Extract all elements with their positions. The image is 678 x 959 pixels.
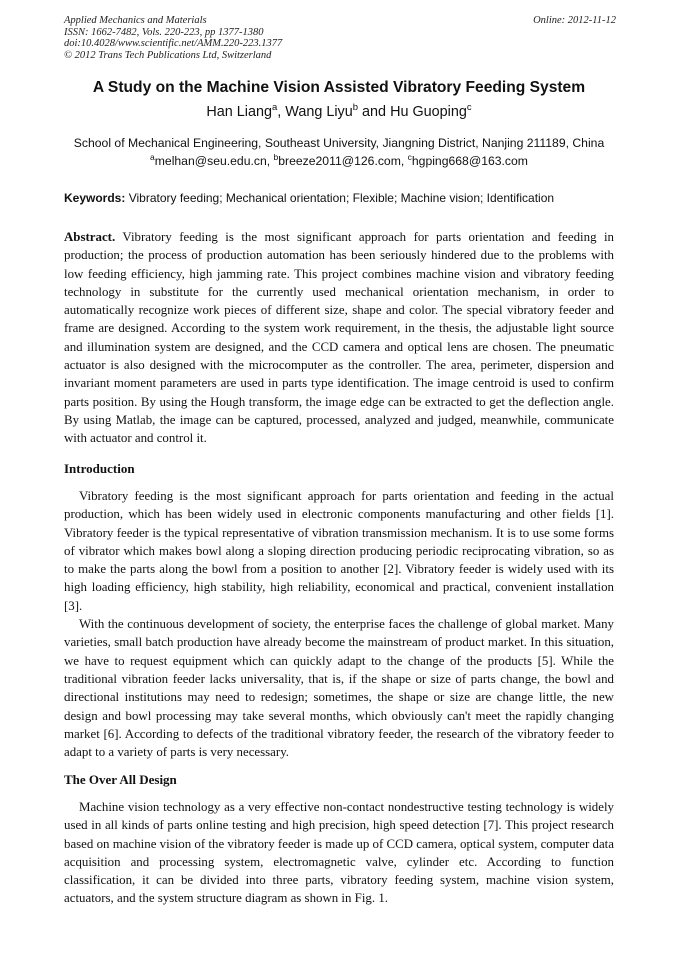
- keywords-text: Vibratory feeding; Mechanical orientation; Flexible; Machine vision; Identification: [128, 191, 555, 205]
- author-name: Hu Guoping: [390, 104, 467, 120]
- author-separator: ,: [277, 104, 286, 120]
- email-address[interactable]: hgping668@163.com: [411, 153, 528, 168]
- introduction-body: [64, 487, 614, 761]
- running-header: [64, 15, 616, 61]
- author-name: Wang Liyu: [285, 104, 353, 120]
- body-paragraph: Vibratory feeding is the most significant approach for parts orientation and feeding in the actual production, which has been widely used in electronic components manufacturing and other fields [1]. Vibratory feeder is the typical representative of vibration transmission mechanism. It is to use some forms of vibrator which makes bowl along a sloping direction producing periodic reciprocating vibration, so as to make the parts along the bowl from a position to another [2]. Vibratory feeder is widely used with its high loading efficiency, high stability, high reliability, economical and practical, convenient installation [3].: [64, 489, 614, 613]
- keywords-label: Keywords:: [64, 191, 126, 205]
- email-mark: a: [150, 151, 155, 162]
- email-mark: b: [273, 151, 279, 162]
- online-date: Online: 2012-11-12: [533, 15, 616, 26]
- abstract-text: Vibratory feeding is the most significant approach for parts orientation and feeding in production; the process of production automation has been seriously hindered due to the problems with low feeding efficiency, high jamming rate. This project combines machine vision and vibratory feeding technology in substitute for the currently used mechanical orientation mechanism, in order to automatically recognize work pieces of different size, shape and color. The special vibratory feeder and frame are designed. According to the system work requirement, in the thesis, the adjustable light source and illumination system are designed, and the CCD camera and optical lens are chosen. The pneumatic actuator is also designed with the microcomputer as the controller. The area, perimeter, dispersion and invariant moment parameters are used in parts type identification. The image centroid is used to confirm parts position. By using the Hough transform, the image edge can be extracted to get the deflection angle. By using Matlab, the image can be captured, processed, analyzed and judged, meanwhile, communicate with actuator and control it.: [64, 230, 614, 446]
- author-affil-mark: b: [352, 102, 359, 113]
- issn-line: ISSN: 1662-7482, Vols. 220-223, pp 1377-1380: [64, 26, 264, 38]
- abstract-paragraph: [64, 228, 614, 448]
- overall-design-body: [64, 798, 614, 908]
- body-paragraph: Machine vision technology as a very effective non-contact nondestructive testing technology is widely used in all kinds of parts online testing and high precision, high speed detection [7]. This project research based on machine vision of the vibratory feeder is made up of CCD camera, optical system, computer data acquisition and processing system, electromagnetic valve, cylinder etc. According to function classification, it can be divided into three parts, vibratory feeding system, machine vision system, actuators, and the system structure diagram as shown in Fig. 1.: [64, 800, 614, 906]
- email-separator: ,: [266, 153, 274, 168]
- affiliation: School of Mechanical Engineering, Southeast University, Jiangning District, Nanjing 211189, China: [73, 136, 605, 150]
- author-affil-mark: c: [466, 102, 472, 113]
- abstract-block: [64, 228, 614, 448]
- email-separator: ,: [400, 153, 408, 168]
- doi-line[interactable]: doi:10.4028/www.scientific.net/AMM.220-223.1377: [64, 38, 283, 49]
- author-conjunction: and: [358, 104, 391, 120]
- section-heading-overall-design: The Over All Design: [64, 772, 177, 787]
- author-affil-mark: a: [271, 102, 278, 113]
- author-list: [0, 104, 678, 120]
- email-address[interactable]: melhan@seu.edu.cn: [154, 153, 267, 168]
- keywords-line: [64, 191, 624, 205]
- section-heading-introduction: Introduction: [64, 461, 135, 476]
- email-address[interactable]: breeze2011@126.com: [278, 153, 401, 168]
- email-mark: c: [407, 151, 412, 162]
- body-paragraph: With the continuous development of society, the enterprise faces the challenge of global market. Many varieties, small batch production have already become the mainstream of product market. In this situation, we have to request equipment which can quickly adapt to the change of the products [5]. While the traditional vibration feeder lacks universality, that is, if the shape or size of parts change, the bowl and directional institutions may need to redesign; sometimes, the shape or size are change little, the new design and bowl processing may take several months, which obviously can't meet the rapidly changing market [6]. According to defects of the traditional vibratory feeder, the research of the vibratory feeder to adapt to a variety of parts is very necessary.: [64, 617, 614, 760]
- abstract-label: Abstract.: [64, 230, 116, 244]
- paper-title: A Study on the Machine Vision Assisted Vibratory Feeding System: [92, 79, 586, 96]
- copyright-line: © 2012 Trans Tech Publications Ltd, Switzerland: [64, 49, 272, 61]
- email-line: [0, 153, 678, 171]
- journal-name: Applied Mechanics and Materials: [64, 15, 207, 26]
- affiliation-block: [0, 135, 678, 170]
- author-name: Han Liang: [206, 104, 272, 120]
